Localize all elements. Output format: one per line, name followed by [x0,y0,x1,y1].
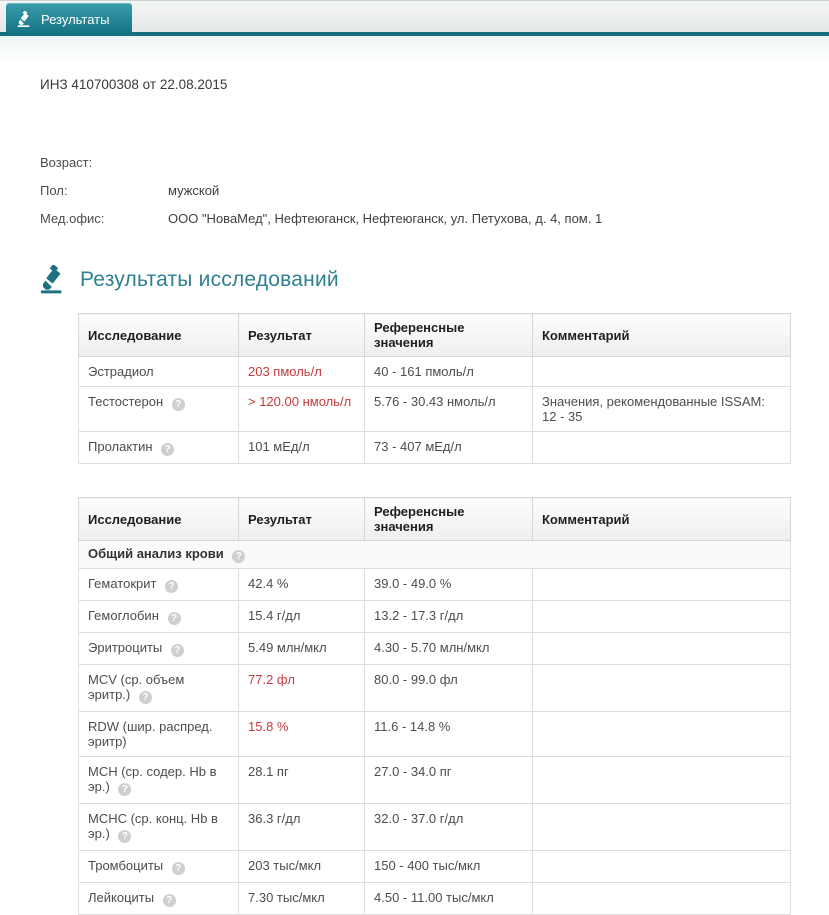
help-icon[interactable]: ? [118,783,131,796]
help-icon[interactable]: ? [232,550,245,563]
result-value: 203 тыс/мкл [239,851,365,883]
comment-text [533,665,791,712]
help-icon[interactable]: ? [118,830,131,843]
test-name: MCHC (ср. конц. Hb в эр.) ? [79,804,239,851]
comment-text [533,757,791,804]
reference-range: 150 - 400 тыс/мкл [365,851,533,883]
comment-text: Значения, рекомендованные ISSAM: 12 - 35 [533,387,791,432]
help-icon[interactable]: ? [161,443,174,456]
help-icon[interactable]: ? [165,580,178,593]
reference-range: 80.0 - 99.0 фл [365,665,533,712]
field-medoffice-value: ООО "НоваМед", Нефтеюганск, Нефтеюганск, ул. Петухова, д. 4, пом. 1 [168,211,603,226]
microscope-icon [38,265,68,295]
result-row [79,569,791,601]
field-age-label: Возраст: [40,155,93,170]
comment-text [533,633,791,665]
reference-range: 4.50 - 11.00 тыс/мкл [365,883,533,915]
reference-range: 40 - 161 пмоль/л [365,357,533,387]
comment-text [533,569,791,601]
comment-text [533,357,791,387]
comment-text [533,432,791,464]
reference-range: 11.6 - 14.8 % [365,712,533,757]
field-medoffice-label: Мед.офис: [40,211,105,226]
table-header-row [79,498,791,541]
column-header-result: Результат [239,314,365,357]
test-name: RDW (шир. распред. эритр) [79,712,239,757]
result-value: 5.49 млн/мкл [239,633,365,665]
comment-text [533,851,791,883]
result-row [79,883,791,915]
result-value: 15.4 г/дл [239,601,365,633]
table-header-row [79,314,791,357]
results-page [0,36,829,906]
microscope-icon [16,11,33,28]
test-name: Пролактин ? [79,432,239,464]
column-header-comment: Комментарий [533,498,791,541]
test-name: Гемоглобин ? [79,601,239,633]
column-header-test: Исследование [79,498,239,541]
reference-range: 32.0 - 37.0 г/дл [365,804,533,851]
result-value: 28.1 пг [239,757,365,804]
comment-text [533,804,791,851]
reference-range: 73 - 407 мЕд/л [365,432,533,464]
column-header-test: Исследование [79,314,239,357]
reference-range: 27.0 - 34.0 пг [365,757,533,804]
help-icon[interactable]: ? [172,862,185,875]
group-row [79,541,791,569]
comment-text [533,601,791,633]
result-row [79,712,791,757]
help-icon[interactable]: ? [172,398,185,411]
inz-line: ИНЗ 410700308 от 22.08.2015 [40,77,228,92]
test-name: Тестостерон ? [79,387,239,432]
reference-range: 13.2 - 17.3 г/дл [365,601,533,633]
comment-text [533,712,791,757]
patient-info [40,154,829,227]
result-row [79,804,791,851]
test-name: MCV (ср. объем эритр.) ? [79,665,239,712]
column-header-comment: Комментарий [533,314,791,357]
reference-range: 39.0 - 49.0 % [365,569,533,601]
field-medoffice [40,210,829,227]
section-header [38,263,829,297]
result-row [79,357,791,387]
cbc-table [78,497,791,915]
field-age [40,154,829,171]
result-row [79,633,791,665]
tab-results-label: Результаты [41,12,110,27]
test-name: Гематокрит ? [79,569,239,601]
hormones-table [78,313,791,464]
result-row [79,757,791,804]
help-icon[interactable]: ? [171,644,184,657]
result-value: 7.30 тыс/мкл [239,883,365,915]
result-row [79,601,791,633]
tab-results[interactable] [6,3,132,36]
result-row [79,851,791,883]
result-value: 77.2 фл [239,665,365,712]
tab-bar [0,0,829,36]
result-value: 101 мЕд/л [239,432,365,464]
result-value: 36.3 г/дл [239,804,365,851]
help-icon[interactable]: ? [163,894,176,907]
test-name: MCH (ср. содер. Hb в эр.) ? [79,757,239,804]
result-row [79,387,791,432]
result-row [79,665,791,712]
result-value: 15.8 % [239,712,365,757]
section-title: Результаты исследований [80,268,339,291]
comment-text [533,883,791,915]
result-value: 203 пмоль/л [239,357,365,387]
result-value: > 120.00 нмоль/л [239,387,365,432]
reference-range: 5.76 - 30.43 нмоль/л [365,387,533,432]
column-header-result: Результат [239,498,365,541]
group-title: Общий анализ крови ? [79,541,791,569]
field-sex-label: Пол: [40,183,68,198]
column-header-reference: Референсные значения [365,498,533,541]
help-icon[interactable]: ? [139,691,152,704]
field-sex-value: мужской [168,183,220,198]
result-row [79,432,791,464]
reference-range: 4.30 - 5.70 млн/мкл [365,633,533,665]
test-name: Эстрадиол [79,357,239,387]
test-name: Тромбоциты ? [79,851,239,883]
column-header-reference: Референсные значения [365,314,533,357]
field-sex [40,182,829,199]
result-value: 42.4 % [239,569,365,601]
test-name: Лейкоциты ? [79,883,239,915]
test-name: Эритроциты ? [79,633,239,665]
help-icon[interactable]: ? [168,612,181,625]
